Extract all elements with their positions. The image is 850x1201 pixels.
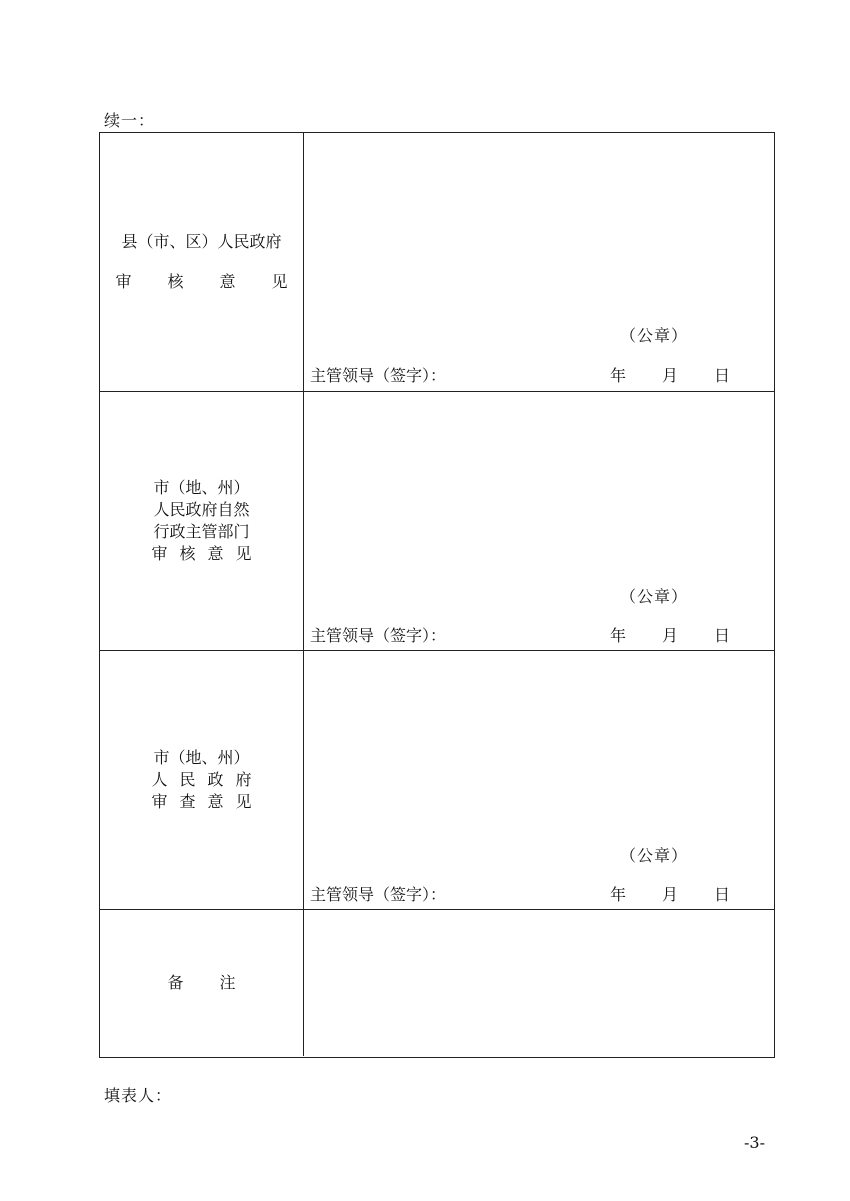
county-government-label-cell	[100, 133, 324, 391]
county-signature-label: 主管领导（签字）：	[310, 366, 447, 385]
remarks-content-cell[interactable]	[304, 910, 774, 1056]
city-natural-resources-review-row	[100, 391, 774, 650]
county-date-year: 年	[610, 366, 627, 385]
county-government-label-line-2: 审核意见	[115, 272, 324, 291]
city-natural-resources-label-cell	[100, 392, 304, 650]
remarks-label-cell	[100, 910, 304, 1056]
city-government-opinion-cell[interactable]	[304, 651, 774, 909]
city-government-label-line-1: 市（地、州）	[153, 748, 250, 767]
approval-form-table	[99, 132, 775, 1058]
city-government-review-row	[100, 650, 774, 909]
city-department-date-month: 月	[662, 626, 679, 645]
city-natural-resources-label-line-3: 行政主管部门	[153, 522, 250, 541]
city-government-label-cell	[100, 651, 304, 909]
form-filler-label: 填表人：	[104, 1086, 173, 1105]
remarks-label: 备注	[167, 973, 272, 992]
county-seal-label: （公章）	[620, 326, 689, 345]
city-government-date-year: 年	[610, 885, 627, 904]
county-date-month: 月	[662, 366, 679, 385]
city-natural-resources-opinion-cell[interactable]	[304, 392, 774, 650]
county-date-day: 日	[714, 366, 731, 385]
city-department-seal-label: （公章）	[620, 587, 689, 606]
city-government-seal-label: （公章）	[620, 846, 689, 865]
city-government-label-line-3: 审查意见	[151, 792, 264, 811]
city-natural-resources-label-line-4: 审核意见	[151, 544, 264, 563]
city-natural-resources-label-line-2: 人民政府自然	[153, 500, 250, 519]
city-department-signature-label: 主管领导（签字）：	[310, 626, 447, 645]
remarks-row	[100, 909, 774, 1056]
city-government-label-line-2: 人民政府	[151, 770, 264, 789]
page-number: -3-	[744, 1133, 765, 1152]
county-government-review-row	[100, 133, 774, 391]
city-department-date-year: 年	[610, 626, 627, 645]
city-natural-resources-label-line-1: 市（地、州）	[153, 478, 250, 497]
continued-label: 续一：	[104, 111, 156, 130]
county-government-opinion-cell[interactable]	[304, 133, 774, 391]
city-government-date-day: 日	[714, 885, 731, 904]
city-government-signature-label: 主管领导（签字）：	[310, 885, 447, 904]
city-government-date-month: 月	[662, 885, 679, 904]
county-government-label-line-1: 县（市、区）人民政府	[121, 232, 282, 251]
city-department-date-day: 日	[714, 626, 731, 645]
